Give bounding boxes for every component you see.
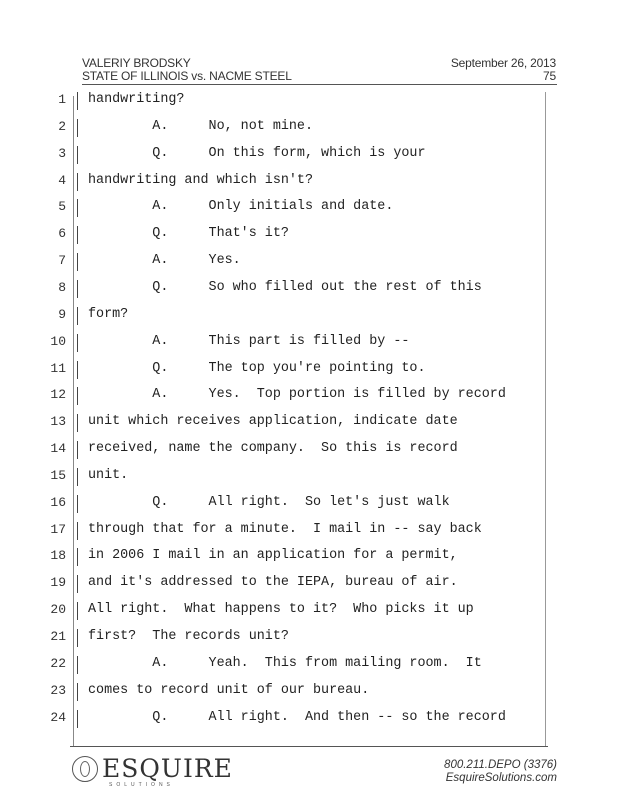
esquire-seal-icon	[72, 756, 98, 782]
transcript-line	[0, 173, 619, 199]
line-number: 18	[50, 548, 66, 564]
margin-tick	[77, 683, 78, 701]
line-number: 24	[50, 709, 66, 725]
line-text: Q. That's it?	[88, 226, 289, 242]
transcript-line	[0, 280, 619, 306]
line-number: 13	[50, 414, 66, 430]
line-number: 6	[58, 226, 66, 242]
transcript-line	[0, 253, 619, 279]
margin-tick	[77, 253, 78, 271]
line-number: 14	[50, 441, 66, 457]
transcript-line	[0, 522, 619, 548]
margin-tick	[77, 468, 78, 486]
line-text: A. Yes. Top portion is filled by record	[88, 387, 506, 403]
transcript-line	[0, 683, 619, 709]
line-text: A. Yeah. This from mailing room. It	[88, 655, 482, 671]
line-number: 5	[58, 199, 66, 215]
margin-tick	[77, 522, 78, 540]
contact-info	[444, 759, 557, 785]
line-text: A. Yes.	[88, 253, 241, 269]
margin-tick	[77, 146, 78, 164]
page-number: 75	[543, 69, 556, 83]
line-text: handwriting?	[88, 92, 185, 107]
transcript-header-right	[451, 57, 556, 83]
margin-tick	[77, 575, 78, 593]
margin-tick	[77, 199, 78, 217]
line-number: 7	[58, 253, 66, 269]
line-number: 20	[50, 602, 66, 618]
line-number: 2	[58, 118, 66, 134]
line-text: received, name the company. So this is record	[88, 441, 458, 457]
margin-tick	[77, 629, 78, 647]
margin-tick	[77, 173, 78, 191]
line-number: 10	[50, 333, 66, 349]
transcript-line	[0, 602, 619, 628]
line-number: 19	[50, 575, 66, 591]
line-text: comes to record unit of our bureau.	[88, 682, 370, 698]
transcript-line	[0, 226, 619, 252]
line-text: Q. The top you're pointing to.	[88, 360, 426, 376]
margin-tick	[77, 495, 78, 513]
margin-tick	[77, 414, 78, 432]
transcript-line	[0, 119, 619, 145]
transcript-line	[0, 361, 619, 387]
line-number: 22	[50, 655, 66, 671]
line-number: 1	[58, 92, 66, 107]
line-number: 9	[58, 306, 66, 322]
line-text: Q. So who filled out the rest of this	[88, 279, 482, 295]
esquire-logo	[72, 754, 233, 788]
transcript-line	[0, 92, 619, 118]
transcript-line	[0, 710, 619, 736]
transcript-line	[0, 629, 619, 655]
line-number: 8	[58, 279, 66, 295]
transcript-line	[0, 441, 619, 467]
margin-tick	[77, 119, 78, 137]
transcript-line	[0, 656, 619, 682]
top-rule	[82, 84, 557, 85]
bottom-rule	[70, 746, 548, 747]
deposition-date: September 26, 2013	[450, 56, 556, 70]
line-text: A. Only initials and date.	[88, 199, 394, 215]
line-text: in 2006 I mail in an application for a permit,	[88, 548, 458, 564]
transcript-line	[0, 548, 619, 574]
margin-tick	[77, 656, 78, 674]
margin-tick	[77, 280, 78, 298]
line-text: Q. All right. So let's just walk	[88, 494, 450, 510]
transcript-line	[0, 307, 619, 333]
line-text: form?	[88, 306, 129, 322]
margin-tick	[77, 361, 78, 379]
line-number: 21	[50, 629, 66, 644]
margin-tick	[77, 92, 78, 110]
transcript-line	[0, 334, 619, 360]
margin-tick	[77, 710, 78, 728]
transcript-line	[0, 199, 619, 225]
transcript-line	[0, 495, 619, 521]
line-number: 23	[50, 682, 66, 698]
margin-tick	[77, 548, 78, 566]
margin-tick	[77, 387, 78, 405]
transcript-line	[0, 468, 619, 494]
margin-tick	[77, 334, 78, 352]
line-text: through that for a minute. I mail in -- say back	[88, 521, 482, 537]
line-text: Q. All right. And then -- so the record	[88, 709, 506, 725]
margin-tick	[77, 441, 78, 459]
line-number: 11	[50, 360, 66, 376]
line-text: first? The records unit?	[88, 629, 289, 644]
line-number: 12	[50, 387, 66, 403]
transcript-line	[0, 146, 619, 172]
line-text: unit.	[88, 467, 129, 483]
line-text: unit which receives application, indicate date	[88, 414, 458, 430]
line-number: 15	[50, 467, 66, 483]
transcript-line	[0, 387, 619, 413]
contact-website[interactable]: EsquireSolutions.com	[445, 772, 557, 784]
brand-name: ESQUIRE	[102, 754, 233, 783]
transcript-line	[0, 414, 619, 440]
line-text: Q. On this form, which is your	[88, 145, 426, 161]
line-text: All right. What happens to it? Who picks it up	[88, 602, 474, 618]
transcript-header-left	[82, 57, 292, 83]
line-number: 4	[58, 172, 66, 188]
margin-tick	[77, 226, 78, 244]
line-number: 3	[58, 145, 66, 161]
margin-tick	[77, 307, 78, 325]
margin-tick	[77, 602, 78, 620]
line-text: A. This part is filled by --	[88, 333, 410, 349]
line-text: and it's addressed to the IEPA, bureau of air.	[88, 575, 458, 591]
line-text: A. No, not mine.	[88, 118, 313, 134]
line-number: 16	[50, 494, 66, 510]
contact-phone: 800.211.DEPO (3376)	[444, 759, 557, 771]
witness-name: VALERIY BRODSKY	[82, 56, 191, 70]
line-text: handwriting and which isn't?	[88, 172, 313, 188]
transcript-line	[0, 575, 619, 601]
brand-subtitle: SOLUTIONS	[109, 782, 174, 788]
case-caption: STATE OF ILLINOIS vs. NACME STEEL	[82, 69, 292, 83]
line-number: 17	[50, 521, 66, 537]
